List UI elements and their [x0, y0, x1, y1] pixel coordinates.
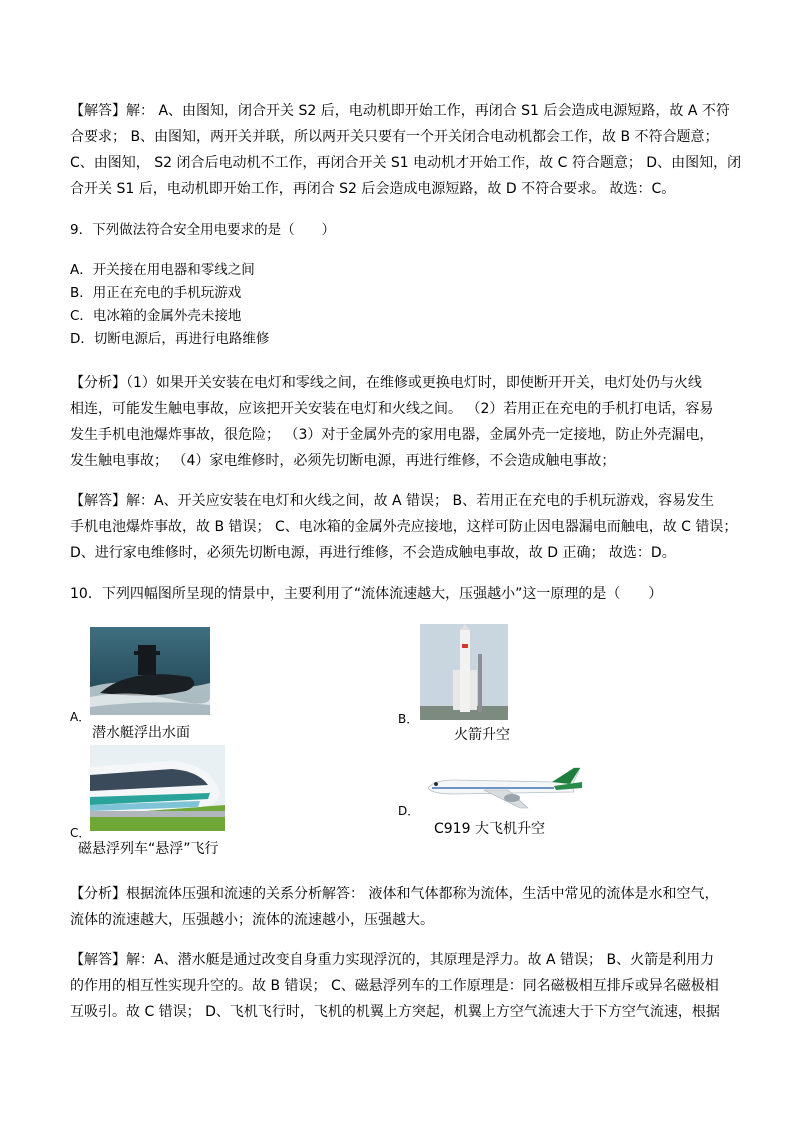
submarine-image	[90, 627, 210, 715]
airplane-image	[424, 764, 584, 814]
q9-analysis	[70, 370, 730, 474]
text-line: 合要求； B、由图知，两开关并联，所以两开关只要有一个开关闭合电动机都会工作，故 B 不符合题意；	[70, 129, 719, 145]
text-line: 相连，可能发生触电事故，应该把开关安装在电灯和火线之间。 （2）若用正在充电的手机打电话，容易	[70, 401, 714, 417]
text-line: 【分析】根据流体压强和流速的关系分析解答： 液体和气体都称为流体，生活中常见的流体是水和空气，	[70, 886, 719, 902]
q10-option-a-label: A．	[70, 710, 91, 724]
text-line: D、进行家电维修时，必须先切断电源，再进行维修，不会造成触电事故，故 D 正确； 故选：D。	[70, 545, 676, 561]
q9-options	[70, 259, 269, 351]
q10-option-d-label: D．	[398, 804, 420, 818]
q10-option-c-label: C．	[70, 826, 91, 840]
q10-option-a-caption: 潜水艇浮出水面	[92, 725, 190, 741]
q9-option-a: A．开关接在用电器和零线之间	[70, 262, 255, 278]
text-line: 发生触电事故； （4）家电维修时，必须先切断电源，再进行维修，不会造成触电事故；	[70, 453, 616, 469]
text-line: 发生手机电池爆炸事故，很危险； （3）对于金属外壳的家用电器，金属外壳一定接地，防止外壳漏电，	[70, 427, 714, 443]
text-line: 互吸引。故 C 错误； D、飞机飞行时，飞机的机翼上方突起，机翼上方空气流速大于下方空气流速，根据	[70, 1004, 720, 1020]
q8-answer	[70, 98, 742, 202]
text-line: C、由图知， S2 闭合后电动机不工作，再闭合开关 S1 电动机才开始工作，故 C 符合题意； D、由图知，闭	[70, 155, 742, 171]
q10-answer	[70, 947, 730, 1025]
text-line: 【分析】（1）如果开关安装在电灯和零线之间，在维修或更换电灯时，即使断开开关，电灯处仍与火线	[70, 375, 702, 391]
q9-option-c: C．电冰箱的金属外壳未接地	[70, 308, 242, 324]
q9-answer	[70, 488, 738, 566]
rocket-image	[420, 624, 508, 720]
q10-stem: 10．下列四幅图所呈现的情景中，主要利用了“流体流速越大，压强越小”这一原理的是（ ）	[70, 586, 663, 602]
maglev-train-image	[90, 745, 225, 831]
q10-option-d-caption: C919 大飞机升空	[434, 821, 545, 837]
q10-option-b-caption: 火箭升空	[454, 727, 510, 743]
text-line: 【解答】解： A、由图知，闭合开关 S2 后，电动机即开始工作，再闭合 S1 后会造成电源短路，故 A 不符	[70, 103, 730, 119]
text-line: 【解答】解：A、潜水艇是通过改变自身重力实现浮沉的，其原理是浮力。故 A 错误； B、火箭是利用力	[70, 952, 715, 968]
q10-analysis	[70, 881, 730, 933]
q9-option-b: B．用正在充电的手机玩游戏	[70, 285, 242, 301]
q10-option-c-caption: 磁悬浮列车“悬浮”飞行	[78, 841, 219, 857]
q9-option-d: D．切断电源后，再进行电路维修	[70, 331, 270, 347]
q9-stem: 9．下列做法符合安全用电要求的是（ ）	[70, 222, 336, 238]
text-line: 合开关 S1 后，电动机即开始工作，再闭合 S2 后会造成电源短路，故 D 不符合要求。 故选：C。	[70, 181, 676, 197]
text-line: 的作用的相互性实现升空的。故 B 错误； C、磁悬浮列车的工作原理是：同名磁极相互排斥或异名磁极相	[70, 978, 719, 994]
text-line: 手机电池爆炸事故，故 B 错误； C、电冰箱的金属外壳应接地，这样可防止因电器漏电而触电，故 C 错误；	[70, 519, 738, 535]
text-line: 流体的流速越大，压强越小；流体的流速越小，压强越大。	[70, 912, 434, 928]
q10-option-b-label: B．	[398, 712, 419, 726]
text-line: 【解答】解：A、开关应安装在电灯和火线之间，故 A 错误； B、若用正在充电的手机玩游戏，容易发生	[70, 493, 715, 509]
